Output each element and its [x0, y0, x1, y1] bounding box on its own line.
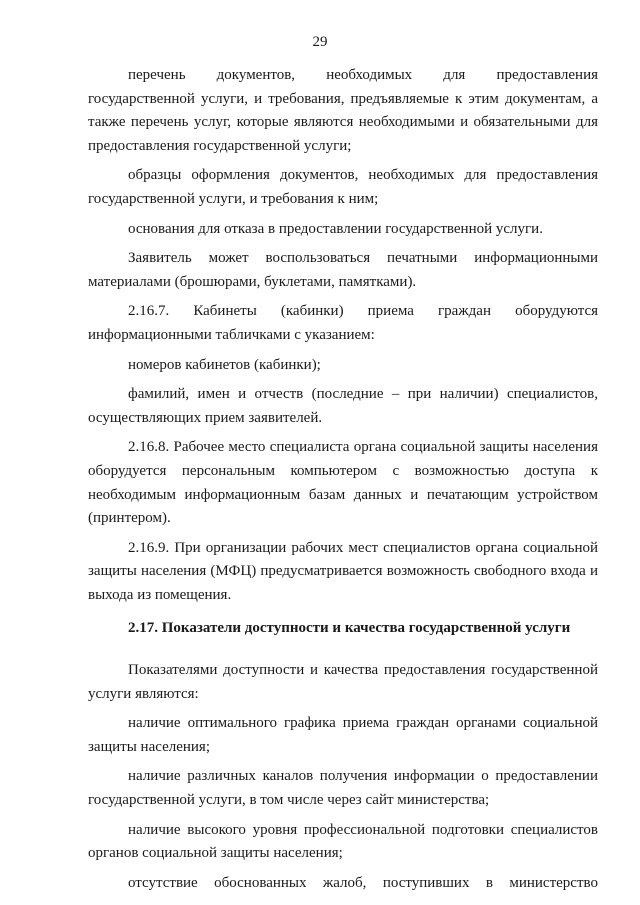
paragraph: Заявитель может воспользоваться печатными информационными материалами (брошюрами, буклетами, памятками).	[88, 250, 598, 290]
paragraph: отсутствие обоснованных жалоб, поступивших в министерство	[128, 874, 598, 891]
paragraph: основания для отказа в предоставлении государственной услуги.	[128, 220, 543, 237]
page-number: 29	[312, 34, 328, 50]
paragraph: номеров кабинетов (кабинки);	[128, 356, 321, 373]
paragraph: образцы оформления документов, необходимых для предоставления государственной услуги, и требования к ним;	[88, 167, 598, 207]
document-body	[88, 64, 598, 901]
paragraph: наличие оптимального графика приема граждан органами социальной защиты населения;	[88, 715, 598, 755]
section-heading: 2.17. Показатели доступности и качества государственной услуги	[128, 620, 571, 637]
paragraph: 2.16.8. Рабочее место специалиста органа социальной защиты населения оборудуется персональным компьютером с возможностью доступа к необходимым информационным базам данных и печатающим устройством (принтером).	[88, 439, 598, 527]
paragraph: перечень документов, необходимых для предоставления государственной услуги, и требования, предъявляемые к этим документам, а также перечень услуг, которые являются необходимыми и обязательными для предоставления государственной услуги;	[88, 67, 598, 154]
paragraph: Показателями доступности и качества предоставления государственной услуги являются:	[88, 662, 598, 702]
paragraph: наличие высокого уровня профессиональной подготовки специалистов органов социальной защиты населения;	[88, 821, 598, 862]
paragraph: 2.16.7. Кабинеты (кабинки) приема граждан оборудуются информационными табличками с указанием:	[88, 303, 598, 343]
paragraph: фамилий, имен и отчеств (последние – при наличии) специалистов, осуществляющих прием заявителей.	[88, 386, 598, 426]
paragraph: наличие различных каналов получения информации о предоставлении государственной услуги, в том числе через сайт министерства;	[88, 768, 598, 809]
paragraph: 2.16.9. При организации рабочих мест специалистов органа социальной защиты населения (МФЦ) предусматривается возможность свободного входа и выхода из помещения.	[88, 539, 598, 603]
